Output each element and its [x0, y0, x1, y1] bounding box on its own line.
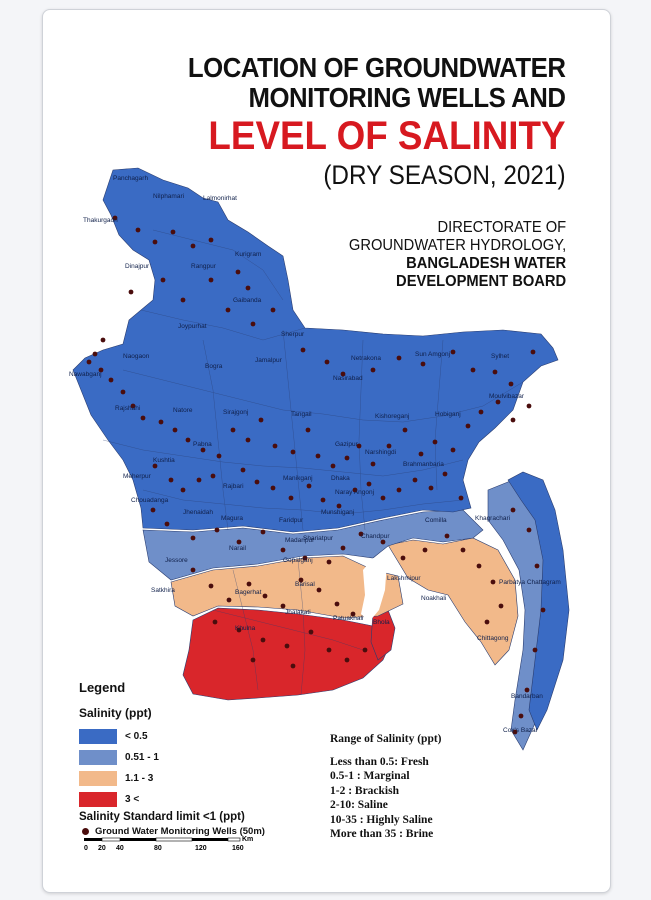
monitoring-well-dot	[485, 620, 490, 625]
monitoring-well-dot	[301, 348, 306, 353]
monitoring-well-dot	[181, 488, 186, 493]
scale-tick-0: 0	[84, 845, 88, 852]
legend-label-brackish: 1.1 - 3	[125, 773, 154, 784]
monitoring-well-dot	[201, 448, 206, 453]
monitoring-well-dot	[429, 486, 434, 491]
monitoring-well-dot	[451, 448, 456, 453]
monitoring-well-dot	[281, 548, 286, 553]
place-label: Sylhet	[491, 353, 510, 360]
place-label: Natore	[173, 407, 193, 414]
org-line-3: BANGLADESH WATER	[405, 254, 566, 272]
place-label: Pabna	[193, 441, 212, 448]
legend-item-brackish	[79, 768, 265, 789]
place-label: Rangpur	[191, 263, 216, 270]
monitoring-well-dot	[421, 362, 426, 367]
monitoring-well-dot	[325, 360, 330, 365]
place-label: Dinajpur	[125, 263, 150, 270]
monitoring-well-dot	[251, 658, 256, 663]
legend-title: Legend	[79, 680, 126, 695]
place-label: Cox's Bazar	[503, 727, 538, 734]
monitoring-well-dot	[173, 428, 178, 433]
monitoring-well-dot	[213, 620, 218, 625]
place-label: Madaripur	[285, 537, 315, 544]
place-label: Jhalakati	[285, 609, 311, 616]
place-label: Shariatpur	[303, 535, 333, 542]
monitoring-well-dot	[327, 648, 332, 653]
monitoring-well-dot	[226, 308, 231, 313]
monitoring-well-dot	[531, 350, 536, 355]
place-label: Munshiganj	[321, 509, 355, 516]
monitoring-well-dot	[291, 450, 296, 455]
place-label: Bandarban	[511, 693, 543, 700]
place-label: Naray Angonj	[335, 489, 375, 496]
place-label: Meherpur	[123, 473, 151, 480]
monitoring-well-dot	[461, 548, 466, 553]
place-label: Jessore	[165, 557, 188, 564]
place-label: Naogaon	[123, 353, 150, 360]
place-label: Comilla	[425, 517, 447, 524]
place-label: Bogra	[205, 363, 223, 370]
range-item-brackish: 1-2 : Brackish	[330, 784, 399, 797]
range-item-saline: 2-10: Saline	[330, 799, 388, 811]
org-line-4: DEVELOPMENT BOARD	[395, 272, 566, 290]
place-label: Gazipur	[335, 441, 358, 448]
monitoring-well-dot	[371, 462, 376, 467]
place-label: Tangail	[291, 411, 312, 418]
salinity-standard-note: Salinity Standard limit <1 (ppt)	[79, 811, 245, 823]
legend-item-saline	[79, 789, 265, 810]
place-label: Panchagarh	[113, 175, 149, 182]
monitoring-well-dot	[271, 486, 276, 491]
scale-tick-3: 80	[154, 845, 162, 852]
place-label: Magura	[221, 515, 244, 522]
place-label: Chandpur	[361, 533, 390, 540]
place-label: Thakurgaon	[83, 217, 118, 224]
place-label: Lakshmipur	[387, 575, 421, 582]
monitoring-well-dot	[491, 580, 496, 585]
legend-swatch-saline	[79, 792, 117, 807]
place-label: Hobiganj	[435, 411, 461, 418]
title-line-2: MONITORING WELLS AND	[248, 82, 566, 113]
monitoring-well-dot	[363, 648, 368, 653]
legend-swatch-fresh	[79, 729, 117, 744]
monitoring-well-dot	[181, 298, 186, 303]
monitoring-well-dot	[451, 350, 456, 355]
monitoring-well-dot	[479, 410, 484, 415]
place-label: Chittagong	[477, 635, 509, 642]
monitoring-well-dot	[161, 278, 166, 283]
monitoring-well-dot	[401, 556, 406, 561]
place-label: Noakhali	[421, 595, 447, 602]
monitoring-well-dot	[423, 548, 428, 553]
monitoring-well-dot	[535, 564, 540, 569]
monitoring-well-dot	[191, 568, 196, 573]
monitoring-well-dot	[191, 536, 196, 541]
monitoring-well-dot	[186, 438, 191, 443]
place-label: Narail	[229, 545, 246, 552]
map-title	[155, 54, 566, 189]
monitoring-well-dot	[443, 472, 448, 477]
legend-label-saline: 3 <	[125, 794, 140, 805]
monitoring-well-dot	[227, 598, 232, 603]
monitoring-well-dot	[259, 418, 264, 423]
monitoring-well-dot	[109, 378, 114, 383]
monitoring-well-dot	[171, 230, 176, 235]
monitoring-well-dot	[209, 584, 214, 589]
monitoring-well-dot	[237, 540, 242, 545]
place-label: Gopalganj	[283, 557, 313, 564]
legend	[79, 680, 265, 837]
salinity-range-table	[330, 732, 442, 842]
monitoring-well-dot	[153, 240, 158, 245]
monitoring-well-dot	[493, 370, 498, 375]
monitoring-well-dot	[151, 508, 156, 513]
monitoring-well-dot	[331, 464, 336, 469]
monitoring-well-dot	[273, 444, 278, 449]
scale-bar	[82, 835, 272, 857]
zone-brackish-east	[388, 538, 518, 665]
monitoring-well-dot	[527, 404, 532, 409]
monitoring-well-dot	[246, 286, 251, 291]
legend-swatch-brackish	[79, 771, 117, 786]
legend-label-marginal: 0.51 - 1	[125, 752, 159, 763]
monitoring-well-dot	[327, 560, 332, 565]
monitoring-well-dot	[141, 416, 146, 421]
monitoring-well-dot	[209, 278, 214, 283]
place-label: Satkhira	[151, 587, 175, 594]
monitoring-well-dot	[509, 382, 514, 387]
monitoring-well-dot	[345, 658, 350, 663]
place-label: Manikganj	[283, 475, 313, 482]
monitoring-well-dot	[211, 474, 216, 479]
place-label: Sirajgonj	[223, 409, 249, 416]
monitoring-well-dot	[246, 438, 251, 443]
monitoring-well-dot	[261, 638, 266, 643]
place-label: Dhaka	[331, 475, 350, 482]
monitoring-well-dot	[281, 604, 286, 609]
monitoring-well-dot	[197, 478, 202, 483]
monitoring-well-dot	[247, 582, 252, 587]
monitoring-well-dot	[209, 238, 214, 243]
monitoring-well-dot	[381, 496, 386, 501]
monitoring-well-dot	[433, 440, 438, 445]
monitoring-well-dot	[321, 498, 326, 503]
legend-label-fresh: < 0.5	[125, 731, 148, 742]
scale-unit: Km	[242, 836, 254, 843]
org-line-2: GROUNDWATER HYDROLOGY,	[348, 236, 566, 254]
monitoring-well-dot	[215, 528, 220, 533]
monitoring-well-dot	[419, 452, 424, 457]
monitoring-well-dot	[169, 478, 174, 483]
range-title: Range of Salinity (ppt)	[330, 733, 442, 745]
monitoring-well-dot	[371, 368, 376, 373]
place-label: Brahmanbaria	[403, 461, 444, 468]
monitoring-well-dot	[413, 478, 418, 483]
title-line-1: LOCATION OF GROUNDWATER	[188, 52, 566, 83]
legend-label-wells: Ground Water Monitoring Wells (50m)	[95, 826, 265, 837]
monitoring-well-dot	[367, 482, 372, 487]
monitoring-well-dot	[285, 644, 290, 649]
legend-item-marginal	[79, 747, 265, 768]
monitoring-well-dot	[241, 468, 246, 473]
monitoring-well-dot	[271, 308, 276, 313]
monitoring-well-dot	[191, 244, 196, 249]
monitoring-well-dot	[459, 496, 464, 501]
place-label: Sherpur	[281, 331, 305, 338]
monitoring-well-dot	[477, 564, 482, 569]
place-label: Faridpur	[279, 517, 304, 524]
scale-tick-5: 160	[232, 845, 244, 852]
place-label: Moulvibazar	[489, 393, 525, 400]
place-label: Chouadanga	[131, 497, 169, 504]
monitoring-well-dot	[533, 648, 538, 653]
place-label: Rajshahi	[115, 405, 141, 412]
place-label: Lalmonirhat	[203, 195, 237, 202]
monitoring-well-dot	[381, 540, 386, 545]
monitoring-well-dot	[255, 480, 260, 485]
place-label: Bhola	[373, 619, 390, 626]
monitoring-well-dot	[316, 454, 321, 459]
place-label: Joypurhat	[178, 323, 207, 330]
place-label: Parbatya Chattagram	[499, 579, 561, 586]
monitoring-well-dot	[251, 322, 256, 327]
title-line-4: (DRY SEASON, 2021)	[323, 160, 566, 190]
monitoring-well-dot	[159, 420, 164, 425]
monitoring-well-dot	[445, 534, 450, 539]
monitoring-well-dot	[403, 428, 408, 433]
monitoring-well-dot	[541, 608, 546, 613]
monitoring-well-dot	[335, 602, 340, 607]
monitoring-well-dot	[317, 588, 322, 593]
place-label: Kushtia	[153, 457, 175, 464]
place-label: Jamalpur	[255, 357, 282, 364]
monitoring-well-dot	[101, 338, 106, 343]
map-card	[42, 9, 611, 893]
place-label: Khagrachari	[475, 515, 511, 522]
legend-swatch-marginal	[79, 750, 117, 765]
scale-bar-graphic	[82, 835, 272, 855]
monitoring-well-dot	[165, 522, 170, 527]
monitoring-well-dot	[345, 456, 350, 461]
range-item-marginal: 0.5-1 : Marginal	[330, 770, 410, 782]
scale-tick-1: 20	[98, 845, 106, 852]
monitoring-well-dot	[217, 454, 222, 459]
monitoring-well-dot	[261, 530, 266, 535]
range-item-fresh: Less than 0.5: Fresh	[330, 755, 429, 768]
place-label: Nawabganj	[69, 371, 102, 378]
monitoring-well-dot	[511, 508, 516, 513]
monitoring-well-dot	[291, 664, 296, 669]
monitoring-well-dot	[496, 400, 501, 405]
place-label: Netrakona	[351, 355, 381, 362]
place-label: Khulna	[235, 625, 256, 632]
title-line-3: LEVEL OF SALINITY	[208, 114, 566, 158]
place-label: Nasirabad	[333, 375, 363, 382]
range-item-highly-saline: 10-35 : Highly Saline	[330, 813, 433, 826]
monitoring-well-dot	[153, 464, 158, 469]
place-label: Sun Amgonj	[415, 351, 451, 358]
range-item-brine: More than 35 : Brine	[330, 828, 434, 840]
place-label: Patuakhali	[333, 615, 364, 622]
place-label: Kishoreganj	[375, 413, 410, 420]
monitoring-well-dot	[136, 228, 141, 233]
monitoring-well-dot	[306, 428, 311, 433]
monitoring-well-dot	[231, 428, 236, 433]
monitoring-well-dot	[397, 356, 402, 361]
monitoring-well-dot	[466, 424, 471, 429]
monitoring-well-dot	[289, 496, 294, 501]
monitoring-well-dot	[121, 390, 126, 395]
org-line-1: DIRECTORATE OF	[437, 219, 566, 236]
monitoring-well-dot	[397, 488, 402, 493]
monitoring-well-dot	[387, 444, 392, 449]
monitoring-well-dot	[87, 360, 92, 365]
place-label: Gaibanda	[233, 297, 262, 304]
place-label: Jhenaidah	[183, 509, 213, 516]
monitoring-well-dot	[527, 528, 532, 533]
place-label: Kurigram	[235, 251, 262, 258]
monitoring-well-dot	[499, 604, 504, 609]
legend-item-fresh	[79, 726, 265, 747]
scale-tick-2: 40	[116, 845, 124, 852]
monitoring-well-dot	[471, 368, 476, 373]
monitoring-well-dot	[337, 504, 342, 509]
scale-tick-4: 120	[195, 845, 207, 852]
monitoring-well-dot	[519, 714, 524, 719]
place-label: Narshingdi	[365, 449, 397, 456]
monitoring-well-dot	[341, 546, 346, 551]
place-label: Rajbari	[223, 483, 244, 490]
place-label: Nilphamari	[153, 193, 185, 200]
organization-block	[330, 219, 566, 291]
place-label: Bagerhat	[235, 589, 262, 596]
monitoring-well-dot	[129, 290, 134, 295]
monitoring-well-dot	[309, 630, 314, 635]
monitoring-well-dot	[236, 270, 241, 275]
monitoring-well-dot	[263, 594, 268, 599]
monitoring-well-dot	[93, 352, 98, 357]
legend-subtitle: Salinity (ppt)	[79, 706, 152, 720]
place-label: Barisal	[295, 581, 315, 588]
monitoring-well-dot	[511, 418, 516, 423]
well-dot-icon	[82, 828, 89, 835]
monitoring-well-dot	[307, 484, 312, 489]
monitoring-well-dot	[525, 688, 530, 693]
